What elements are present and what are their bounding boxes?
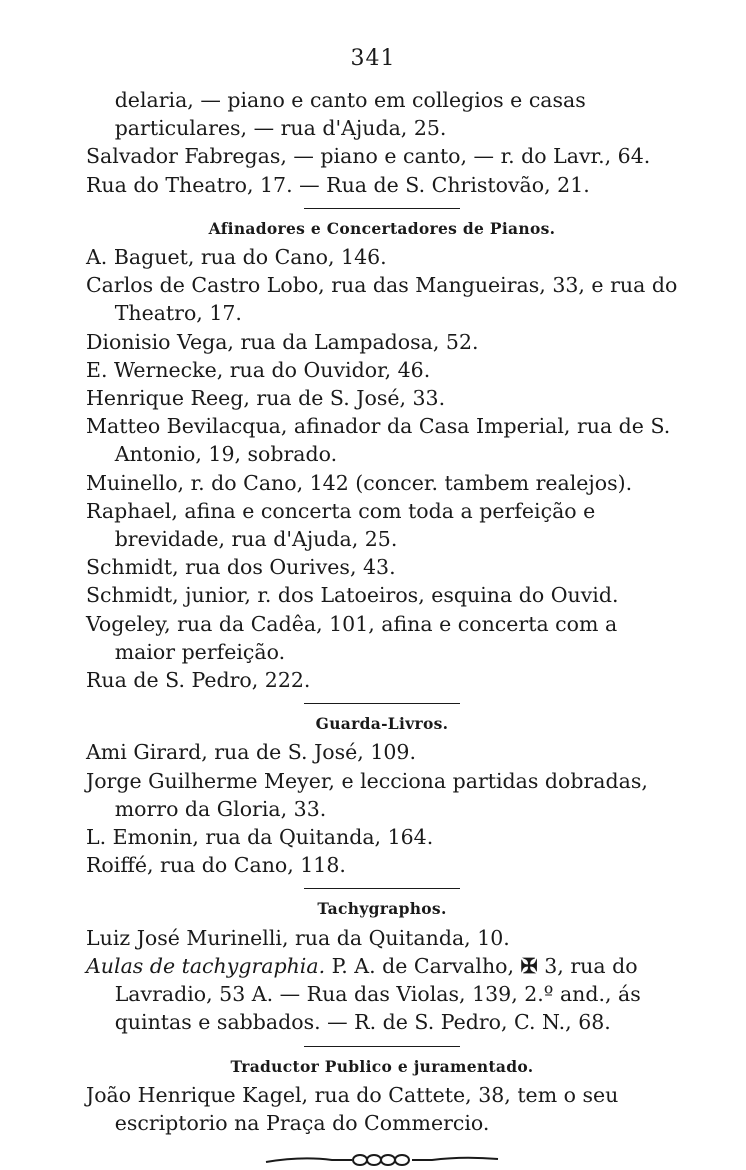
list-item: Ami Girard, rua de S. José, 109. [86,740,416,765]
entry-text: 3, rua do Lavradio, 53 A. — Rua das Violas, 139, 2.º and., ás quintas e sabbados. — R. de S. Pedro, C. N., 68. [114,953,641,1035]
list-item-tachygraphia [86,952,678,1037]
section-heading: Afinadores e Concertadores de Pianos. [208,218,556,238]
section-heading: Tachygraphos. [317,899,447,919]
section-divider [304,1046,460,1047]
list-item: A. Baguet, rua do Cano, 146. [86,245,387,270]
section-divider [304,888,460,889]
list-item: Dionisio Vega, rua da Lampadosa, 52. [86,329,479,354]
section-divider [304,208,460,209]
list-item: Schmidt, rua dos Ourives, 43. [86,555,396,580]
intro-line: Rua do Theatro, 17. — Rua de S. Christovão, 21. [86,172,590,197]
list-item: Matteo Bevilacqua, afinador da Casa Imperial, rua de S. Antonio, 19, sobrado. [86,414,671,467]
list-item: Rua de S. Pedro, 222. [86,668,311,693]
section-divider [304,703,460,704]
list-item: Schmidt, junior, r. dos Latoeiros, esquina do Ouvid. [86,583,619,608]
section-heading: Guarda-Livros. [315,714,449,734]
list-item: Luiz José Murinelli, rua da Quitanda, 10. [86,925,510,950]
list-item: E. Wernecke, rua do Ouvidor, 46. [86,357,431,382]
intro-line: delaria, — piano e canto em collegios e casas particulares, — rua d'Ajuda, 25. [114,88,586,141]
list-item: Carlos de Castro Lobo, rua das Mangueiras, 33, e rua do Theatro, 17. [86,273,678,326]
list-item: João Henrique Kagel, rua do Cattete, 38, tem o seu escriptorio na Praça do Commercio. [86,1082,619,1135]
list-item: Jorge Guilherme Meyer, e lecciona partidas dobradas, morro da Gloria, 33. [86,768,648,821]
list-item: Raphael, afina e concerta com toda a perfeição e brevidade, rua d'Ajuda, 25. [86,498,596,552]
list-item: Roiffé, rua do Cano, 118. [86,853,346,878]
list-item: Vogeley, rua da Cadêa, 101, afina e concerta com a maior perfeição. [86,611,618,664]
cross-icon: ✠ [520,953,538,978]
list-item: Henrique Reeg, rua de S. José, 33. [86,386,446,411]
ornament-flourish-icon [262,1151,502,1169]
page-text [86,86,678,1169]
section-heading: Traductor Publico e juramentado. [230,1056,534,1076]
list-item: L. Emonin, rua da Quitanda, 164. [86,825,434,850]
page-number: 341 [350,46,396,71]
italic-label: Aulas de tachygraphia. [86,953,326,978]
entry-text: P. A. de Carvalho, [325,953,521,978]
intro-line: Salvador Fabregas, — piano e canto, — r. do Lavr., 64. [86,144,651,169]
list-item: Muinello, r. do Cano, 142 (concer. tambem realejos). [86,470,633,495]
